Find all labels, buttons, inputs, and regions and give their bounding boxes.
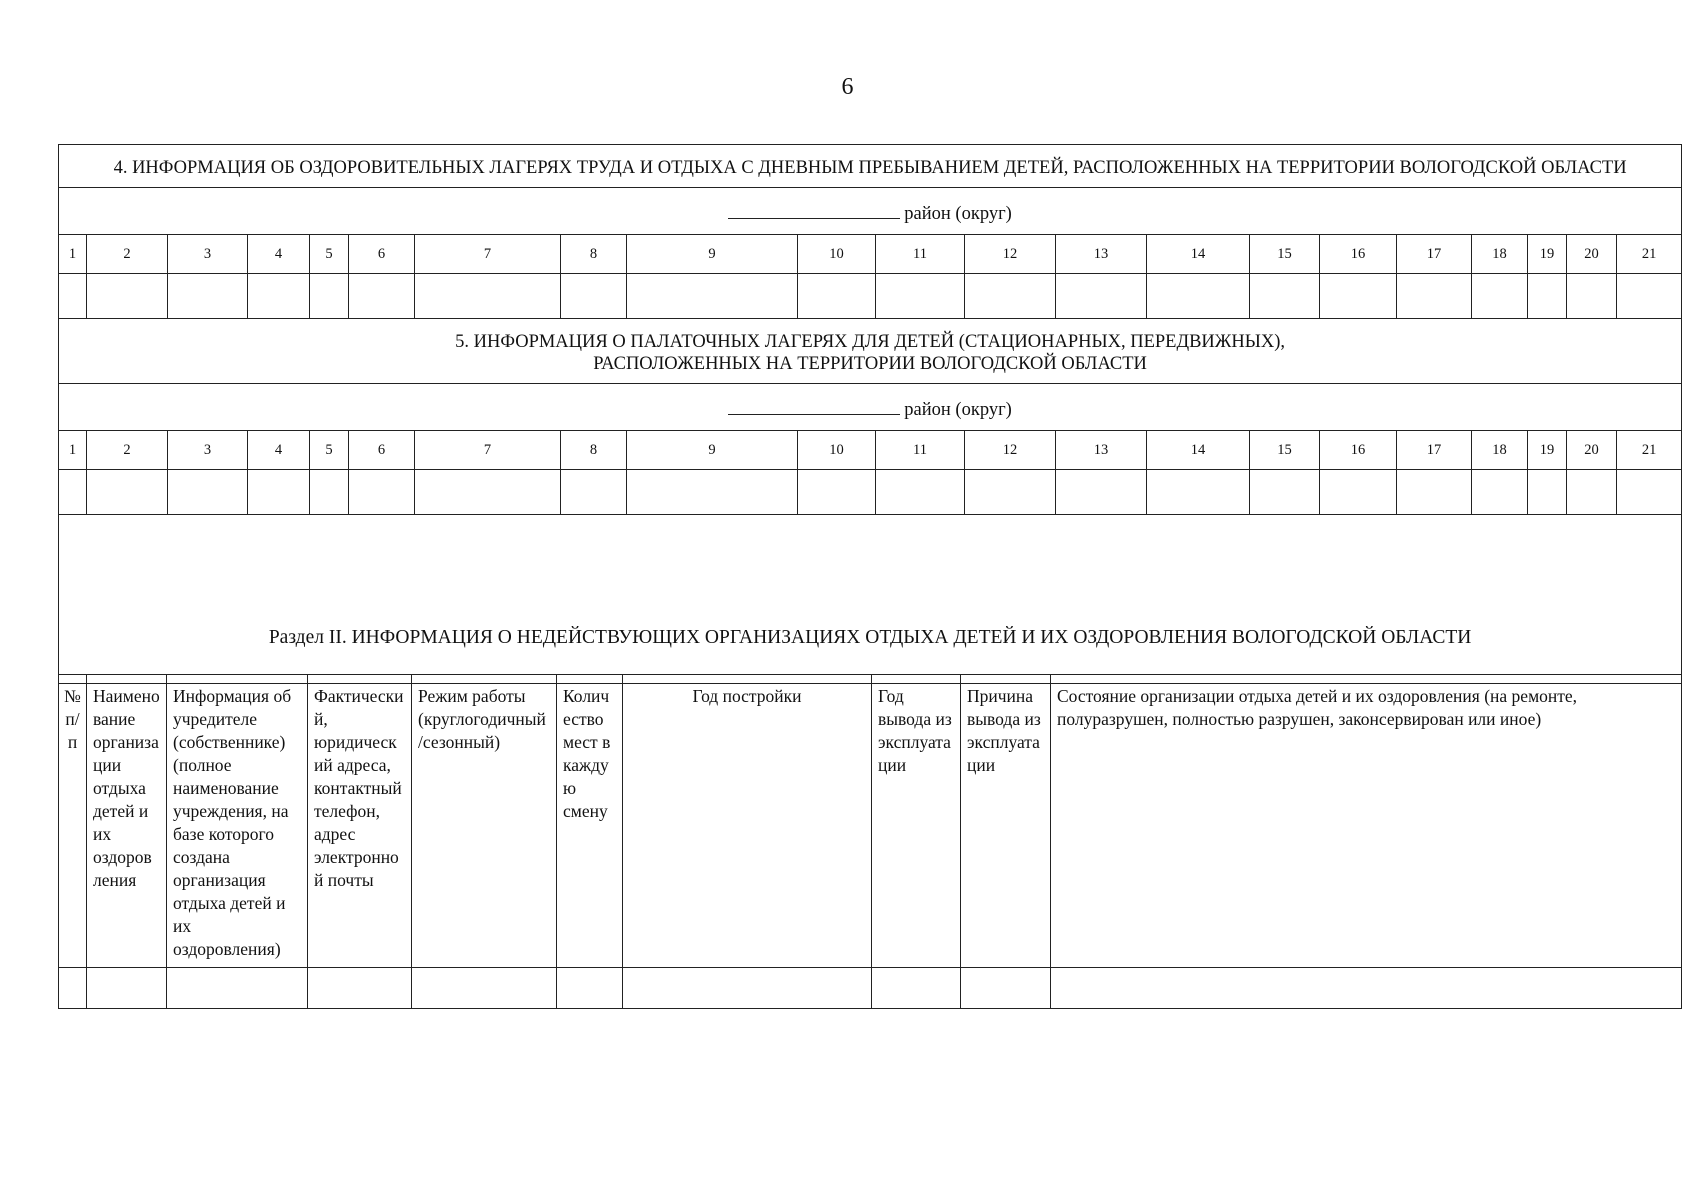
section4-number-row: [59, 235, 1682, 274]
empty-cell[interactable]: [1056, 470, 1147, 515]
empty-cell[interactable]: [1397, 470, 1472, 515]
column-number: 5: [310, 431, 349, 470]
section4-district: [59, 188, 1682, 235]
header-decommission-reason: Причина вывода из эксплуатации: [961, 675, 1051, 968]
empty-cell[interactable]: [87, 968, 167, 1009]
empty-cell[interactable]: [87, 274, 168, 319]
column-number: 14: [1147, 235, 1250, 274]
district-blank-line[interactable]: [728, 217, 900, 219]
column-number: 19: [1528, 431, 1567, 470]
empty-cell[interactable]: [1567, 274, 1617, 319]
column-number: 20: [1567, 431, 1617, 470]
column-number: 8: [561, 235, 627, 274]
empty-cell[interactable]: [627, 274, 798, 319]
column-number: 17: [1397, 431, 1472, 470]
column-number: 16: [1320, 235, 1397, 274]
section5-title-line1: 5. ИНФОРМАЦИЯ О ПАЛАТОЧНЫХ ЛАГЕРЯХ ДЛЯ ДЕТЕЙ (СТАЦИОНАРНЫХ, ПЕРЕДВИЖНЫХ),: [455, 332, 1285, 352]
column-number: 11: [876, 235, 965, 274]
column-number: 1: [59, 235, 87, 274]
empty-cell[interactable]: [248, 274, 310, 319]
empty-cell[interactable]: [623, 968, 872, 1009]
column-number: 3: [168, 235, 248, 274]
column-number: 10: [798, 431, 876, 470]
header-founder: Информация об учредителе (собственнике) (полное наименование учреждения, на базе которого создана организация отдыха детей и их оздоровления): [167, 675, 308, 968]
empty-cell[interactable]: [1147, 470, 1250, 515]
empty-cell[interactable]: [1320, 470, 1397, 515]
empty-cell[interactable]: [561, 470, 627, 515]
column-number: 13: [1056, 431, 1147, 470]
empty-cell[interactable]: [310, 470, 349, 515]
section5-empty-row: [59, 470, 1682, 515]
empty-cell[interactable]: [1472, 274, 1528, 319]
column-number: 9: [627, 431, 798, 470]
empty-cell[interactable]: [1528, 470, 1567, 515]
empty-cell[interactable]: [557, 968, 623, 1009]
header-places: Количество мест в каждую смену: [557, 675, 623, 968]
column-number: 16: [1320, 431, 1397, 470]
column-number: 20: [1567, 235, 1617, 274]
section2-title: Раздел II. ИНФОРМАЦИЯ О НЕДЕЙСТВУЮЩИХ ОРГАНИЗАЦИЯХ ОТДЫХА ДЕТЕЙ И ИХ ОЗДОРОВЛЕНИЯ ВОЛОГОДСКОЙ ОБЛАСТИ: [59, 515, 1682, 684]
empty-cell[interactable]: [349, 274, 415, 319]
empty-cell[interactable]: [798, 470, 876, 515]
column-number: 4: [248, 431, 310, 470]
column-number: 14: [1147, 431, 1250, 470]
empty-cell[interactable]: [876, 274, 965, 319]
empty-cell[interactable]: [59, 968, 87, 1009]
column-number: 6: [349, 431, 415, 470]
column-number: 21: [1617, 235, 1682, 274]
section5-district: [59, 384, 1682, 431]
section4-empty-row: [59, 274, 1682, 319]
empty-cell[interactable]: [798, 274, 876, 319]
district-label: район (округ): [904, 399, 1012, 420]
lagers-table: [58, 144, 1682, 684]
header-org-name: Наименование организации отдыха детей и их оздоровления: [87, 675, 167, 968]
column-number: 8: [561, 431, 627, 470]
empty-cell[interactable]: [415, 274, 561, 319]
empty-cell[interactable]: [872, 968, 961, 1009]
column-number: 12: [965, 235, 1056, 274]
empty-cell[interactable]: [1250, 274, 1320, 319]
empty-cell[interactable]: [248, 470, 310, 515]
column-number: 9: [627, 235, 798, 274]
empty-cell[interactable]: [59, 470, 87, 515]
empty-cell[interactable]: [1051, 968, 1682, 1009]
empty-cell[interactable]: [1320, 274, 1397, 319]
empty-cell[interactable]: [87, 470, 168, 515]
page-number: 6: [841, 74, 854, 100]
column-number: 18: [1472, 431, 1528, 470]
column-number: 17: [1397, 235, 1472, 274]
header-row: [59, 675, 1682, 968]
empty-cell[interactable]: [1147, 274, 1250, 319]
empty-cell[interactable]: [308, 968, 412, 1009]
empty-data-row: [59, 968, 1682, 1009]
empty-cell[interactable]: [876, 470, 965, 515]
section5-title-line2: РАСПОЛОЖЕННЫХ НА ТЕРРИТОРИИ ВОЛОГОДСКОЙ ОБЛАСТИ: [593, 354, 1147, 374]
column-number: 2: [87, 431, 168, 470]
header-number: № п/п: [59, 675, 87, 968]
inactive-organizations-table: [58, 674, 1682, 1009]
column-number: 2: [87, 235, 168, 274]
column-number: 18: [1472, 235, 1528, 274]
empty-cell[interactable]: [167, 968, 308, 1009]
header-build-year: Год постройки: [623, 675, 872, 968]
empty-cell[interactable]: [1056, 274, 1147, 319]
section5-title: [59, 319, 1682, 384]
empty-cell[interactable]: [412, 968, 557, 1009]
column-number: 4: [248, 235, 310, 274]
column-number: 11: [876, 431, 965, 470]
column-number: 7: [415, 235, 561, 274]
empty-cell[interactable]: [168, 274, 248, 319]
header-decommission-year: Год вывода из эксплуатации: [872, 675, 961, 968]
empty-cell[interactable]: [415, 470, 561, 515]
header-work-mode: Режим работы (круглогодичный/сезонный): [412, 675, 557, 968]
header-state: Состояние организации отдыха детей и их оздоровления (на ремонте, полуразрушен, полностью разрушен, законсервирован или иное): [1051, 675, 1682, 968]
column-number: 13: [1056, 235, 1147, 274]
empty-cell[interactable]: [561, 274, 627, 319]
empty-cell[interactable]: [1397, 274, 1472, 319]
empty-cell[interactable]: [1567, 470, 1617, 515]
empty-cell[interactable]: [1472, 470, 1528, 515]
column-number: 10: [798, 235, 876, 274]
empty-cell[interactable]: [961, 968, 1051, 1009]
empty-cell[interactable]: [1617, 274, 1682, 319]
empty-cell[interactable]: [1528, 274, 1567, 319]
empty-cell[interactable]: [965, 470, 1056, 515]
column-number: 21: [1617, 431, 1682, 470]
column-number: 1: [59, 431, 87, 470]
empty-cell[interactable]: [59, 274, 87, 319]
column-number: 6: [349, 235, 415, 274]
empty-cell[interactable]: [310, 274, 349, 319]
column-number: 5: [310, 235, 349, 274]
empty-cell[interactable]: [349, 470, 415, 515]
empty-cell[interactable]: [1250, 470, 1320, 515]
district-label: район (округ): [904, 203, 1012, 224]
header-addresses: Фактический, юридический адреса, контактный телефон, адрес электронной почты: [308, 675, 412, 968]
column-number: 15: [1250, 235, 1320, 274]
column-number: 3: [168, 431, 248, 470]
column-number: 15: [1250, 431, 1320, 470]
empty-cell[interactable]: [627, 470, 798, 515]
section5-number-row: [59, 431, 1682, 470]
empty-cell[interactable]: [168, 470, 248, 515]
empty-cell[interactable]: [1617, 470, 1682, 515]
column-number: 12: [965, 431, 1056, 470]
column-number: 7: [415, 431, 561, 470]
section4-title: 4. ИНФОРМАЦИЯ ОБ ОЗДОРОВИТЕЛЬНЫХ ЛАГЕРЯХ ТРУДА И ОТДЫХА С ДНЕВНЫМ ПРЕБЫВАНИЕМ ДЕТЕЙ, РАСПОЛОЖЕННЫХ НА ТЕРРИТОРИИ ВОЛОГОДСКОЙ ОБЛАСТИ: [59, 145, 1682, 188]
district-blank-line[interactable]: [728, 413, 900, 415]
column-number: 19: [1528, 235, 1567, 274]
empty-cell[interactable]: [965, 274, 1056, 319]
